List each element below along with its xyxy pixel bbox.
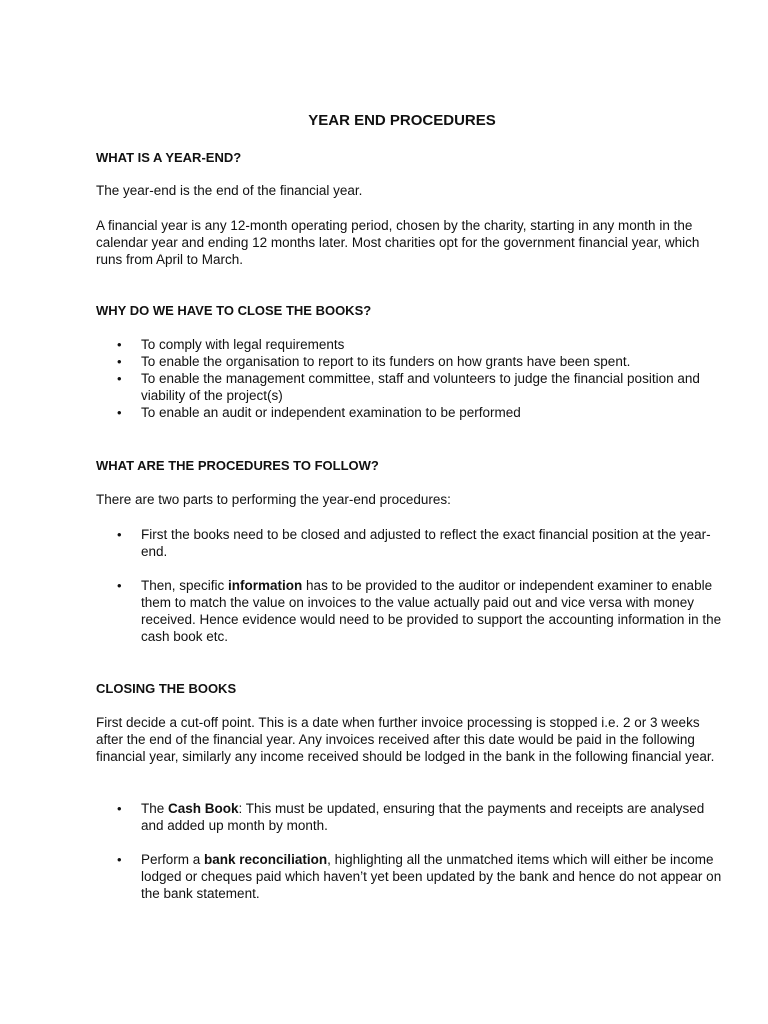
- paragraph-financial-year: A financial year is any 12-month operating period, chosen by the charity, starting in any month in the calendar year and ending 12 months later. Most charities opt for the government financial year, which runs from April to March.: [96, 218, 700, 267]
- document-title: YEAR END PROCEDURES: [308, 112, 496, 129]
- list-item: [141, 800, 726, 834]
- closing-steps-list: [141, 800, 726, 902]
- section-heading-closing-books: CLOSING THE BOOKS: [96, 681, 237, 696]
- list-item: • First the books need to be closed and adjusted to reflect the exact financial position at the year-end.: [141, 526, 726, 560]
- list-item-text: Then, specific: [141, 578, 229, 593]
- bold-term-cash-book: Cash Book: [168, 801, 239, 816]
- bold-term-information: information: [228, 578, 303, 593]
- list-item: • To enable an audit or independent examination to be performed: [141, 404, 726, 421]
- list-item-text: has to be provided to the auditor or independent examiner to enable them to match the value on invoices to the value actually paid out and vice versa with money received. Hence evidence would need to be provided to support the accounting information in the cash book etc.: [141, 578, 722, 644]
- list-item: [141, 851, 726, 902]
- list-item: • To enable the management committee, staff and volunteers to judge the financial position and viability of the project(s): [141, 370, 726, 404]
- list-item: • To comply with legal requirements: [141, 336, 726, 353]
- list-item-text: : This must be updated, ensuring that the payments and receipts are analysed and added up month by month.: [141, 801, 705, 833]
- list-item: • To enable the organisation to report to its funders on how grants have been spent.: [141, 353, 726, 370]
- list-item: [141, 577, 726, 645]
- section-heading-why-close-books: WHY DO WE HAVE TO CLOSE THE BOOKS?: [96, 303, 372, 318]
- paragraph-year-end-definition: The year-end is the end of the financial year.: [96, 183, 363, 198]
- list-item-text: The: [141, 801, 169, 816]
- paragraph-procedures-intro: There are two parts to performing the year-end procedures:: [96, 492, 451, 507]
- section-heading-what-is-year-end: WHAT IS A YEAR-END?: [96, 150, 242, 165]
- reasons-list: [141, 336, 726, 421]
- paragraph-cut-off-point: First decide a cut-off point. This is a date when further invoice processing is stopped i.e. 2 or 3 weeks after the end of the financial year. Any invoices received after this date would be paid in the following financial year, similarly any income received should be lodged in the bank in the following financial year.: [96, 715, 715, 764]
- bold-term-bank-reconciliation: bank reconciliation: [204, 852, 328, 867]
- list-item-text: Perform a: [141, 852, 205, 867]
- section-heading-procedures: WHAT ARE THE PROCEDURES TO FOLLOW?: [96, 458, 379, 473]
- procedures-list: [141, 526, 726, 645]
- list-item-text: , highlighting all the unmatched items which will either be income lodged or cheques paid which haven’t yet been updated by the bank and hence do not appear on the bank statement.: [141, 852, 722, 901]
